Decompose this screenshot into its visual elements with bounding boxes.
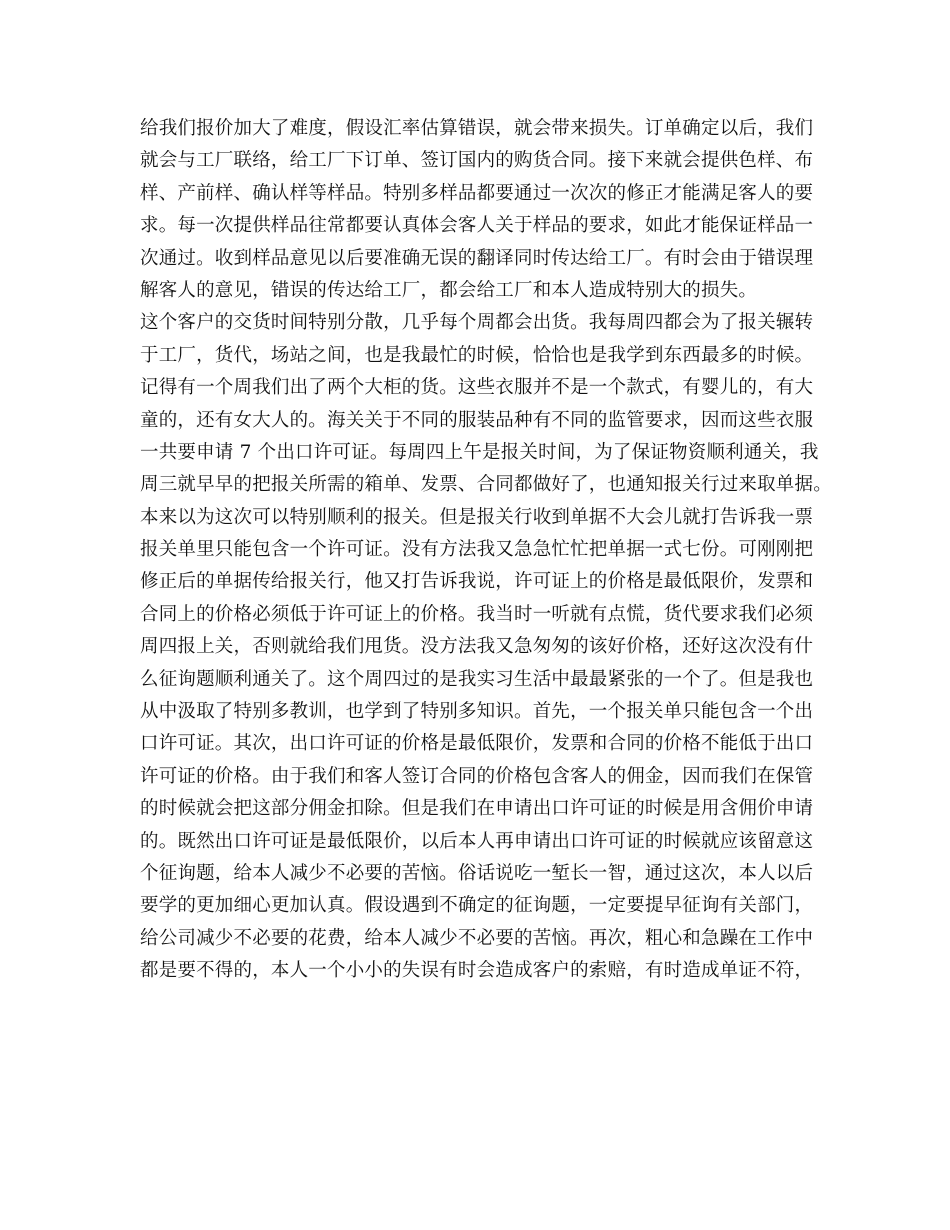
- text-line: 的时候就会把这部分佣金扣除。但是我们在申请出口许可证的时候是用含佣价申请: [140, 798, 814, 820]
- text-line: 都是要不得的，本人一个小小的失误有时会造成客户的索赔，有时造成单证不符，: [140, 960, 814, 982]
- text-line: 合同上的价格必须低于许可证上的价格。我当时一听就有点慌，货代要求我们必须: [140, 603, 814, 625]
- text-line: 周四报上关，否则就给我们甩货。没方法我又急匆匆的该好价格，还好这次没有什: [140, 636, 814, 658]
- text-line: 样、产前样、确认样等样品。特别多样品都要通过一次次的修正才能满足客人的要: [140, 182, 814, 204]
- text-line: 给我们报价加大了难度，假设汇率估算错误，就会带来损失。订单确定以后，我们: [140, 118, 814, 139]
- text-line: 么征询题顺利通关了。这个周四过的是我实习生活中最最紧张的一个了。但是我也: [140, 668, 814, 690]
- text-line: 次通过。收到样品意见以后要准确无误的翻译同时传达给工厂。有时会由于错误理: [140, 247, 814, 269]
- text-line: 一共要申请 7 个出口许可证。每周四上午是报关时间，为了保证物资顺利通关，我: [140, 441, 819, 463]
- text-line: 的。既然出口许可证是最低限价，以后本人再申请出口许可证的时候就应该留意这: [140, 830, 814, 852]
- text-line: 就会与工厂联络，给工厂下订单、签订国内的购货合同。接下来就会提供色样、布: [140, 150, 814, 172]
- text-line: 许可证的价格。由于我们和客人签订合同的价格包含客人的佣金，因而我们在保管: [140, 765, 814, 787]
- text-line: 要学的更加细心更加认真。假设遇到不确定的征询题，一定要提早征询有关部门，: [140, 895, 814, 917]
- text-line: 这个客户的交货时间特别分散，几乎每个周都会出货。我每周四都会为了报关辗转: [140, 312, 814, 334]
- body-text: [140, 113, 840, 988]
- text-line: 求。每一次提供样品往常都要认真体会客人关于样品的要求，如此才能保证样品一: [140, 215, 814, 237]
- text-line: 口许可证。其次，出口许可证的价格是最低限价，发票和合同的价格不能低于出口: [140, 733, 814, 755]
- text-line: 从中汲取了特别多教训，也学到了特别多知识。首先，一个报关单只能包含一个出: [140, 701, 814, 723]
- text-line: 记得有一个周我们出了两个大柜的货。这些衣服并不是一个款式，有婴儿的，有大: [140, 377, 814, 399]
- text-line: 解客人的意见，错误的传达给工厂，都会给工厂和本人造成特别大的损失。: [140, 279, 758, 301]
- text-line: 修正后的单据传给报关行，他又打告诉我说，许可证上的价格是最低限价，发票和: [140, 571, 814, 593]
- text-line: 周三就早早的把报关所需的箱单、发票、合同都做好了，也通知报关行过来取单据。: [140, 474, 832, 496]
- text-line: 个征询题，给本人减少不必要的苦恼。俗话说吃一堑长一智，通过这次，本人以后: [140, 862, 814, 884]
- text-line: 于工厂，货代，场站之间，也是我最忙的时候，恰恰也是我学到东西最多的时候。: [140, 344, 814, 366]
- text-line: 童的，还有女大人的。海关关于不同的服装品种有不同的监管要求，因而这些衣服: [140, 409, 814, 431]
- text-line: 报关单里只能包含一个许可证。没有方法我又急急忙忙把单据一式七份。可刚刚把: [140, 539, 814, 561]
- text-line: 给公司减少不必要的花费，给本人减少不必要的苦恼。再次，粗心和急躁在工作中: [140, 927, 814, 949]
- text-line: 本来以为这次可以特别顺利的报关。但是报关行收到单据不大会儿就打告诉我一票: [140, 506, 814, 528]
